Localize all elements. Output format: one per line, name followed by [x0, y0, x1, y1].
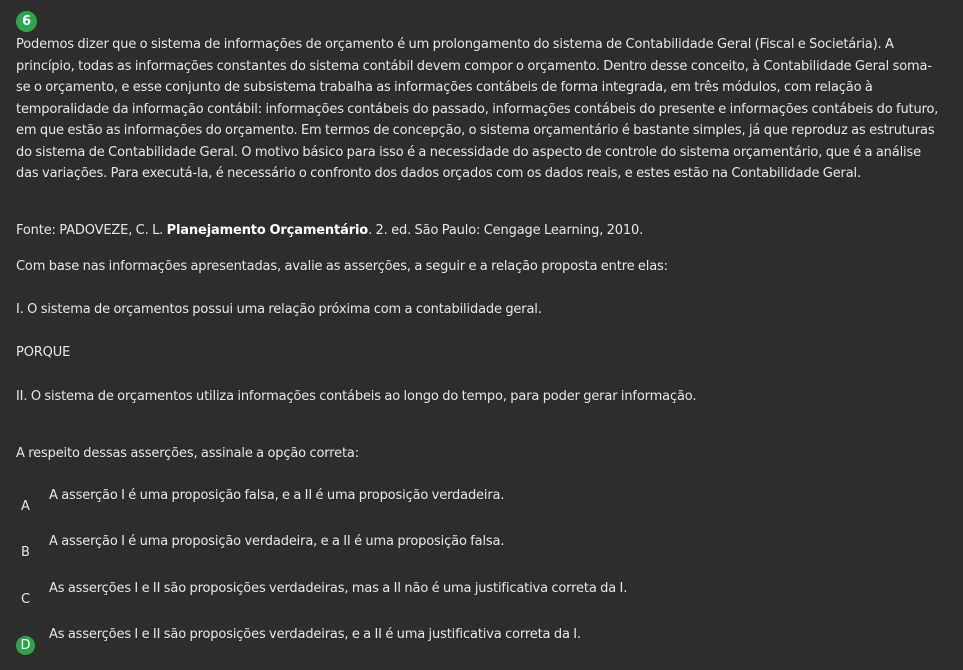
option-a[interactable] — [16, 488, 946, 521]
question-body — [16, 34, 941, 185]
option-d-letter-selected[interactable]: D — [16, 636, 35, 655]
assertion-2: II. O sistema de orçamentos utiliza informações contábeis ao longo do tempo, para poder gerar informação. — [16, 389, 697, 404]
option-d-text[interactable]: As asserções I e II são proposições verdadeiras, e a II é uma justificativa correta da I. — [49, 627, 581, 642]
source-title: Planejamento Orçamentário — [166, 223, 369, 238]
option-b[interactable] — [16, 534, 946, 567]
source-citation — [16, 222, 643, 240]
connector-porque: PORQUE — [16, 345, 71, 360]
option-d[interactable] — [16, 627, 946, 660]
option-a-letter[interactable]: A — [21, 499, 30, 514]
option-a-text[interactable]: A asserção I é uma proposição falsa, e a II é uma proposição verdadeira. — [49, 488, 505, 503]
answer-prompt: A respeito dessas asserções, assinale a opção correta: — [16, 446, 359, 461]
option-c-text[interactable]: As asserções I e II são proposições verdadeiras, mas a II não é uma justificativa correta da I. — [49, 581, 628, 596]
option-b-text[interactable]: A asserção I é uma proposição verdadeira, e a II é uma proposição falsa. — [49, 534, 505, 549]
option-c-letter[interactable]: C — [20, 592, 31, 607]
question-paragraph: Podemos dizer que o sistema de informações de orçamento é um prolongamento do sistema de Contabilidade Geral (Fiscal e Societária). A princípio, todas as informações constantes do sistema contábil devem compor o orçamento. Dentro desse conceito, à Contabilidade Geral soma-se o orçamento, e esse conjunto de subsistema trabalha as informações contábeis de forma integrada, em três módulos, com relação à temporalidade da informação contábil: informações contábeis do passado, informações contábeis do presente e informações contábeis do futuro, em que estão as informações do orçamento. Em termos de concepção, o sistema orçamentário é bastante simples, já que reproduz as estruturas do sistema de Contabilidade Geral. O motivo básico para isso é a necessidade do aspecto de controle do sistema orçamentário, que é a análise das variações. Para executá-la, é necessário o confronto dos dados orçados com os dados reais, e estes estão na Contabilidade Geral. — [16, 37, 939, 181]
option-b-letter[interactable]: B — [21, 545, 30, 560]
source-suffix: . 2. ed. São Paulo: Cengage Learning, 2010. — [368, 223, 644, 238]
instruction-text: Com base nas informações apresentadas, avalie as asserções, a seguir e a relação proposta entre elas: — [16, 259, 668, 274]
assertion-1: I. O sistema de orçamentos possui uma relação próxima com a contabilidade geral. — [16, 302, 542, 317]
question-number-badge: 6 — [16, 11, 37, 32]
option-c[interactable] — [16, 581, 946, 614]
source-prefix: Fonte: PADOVEZE, C. L. — [16, 223, 167, 238]
